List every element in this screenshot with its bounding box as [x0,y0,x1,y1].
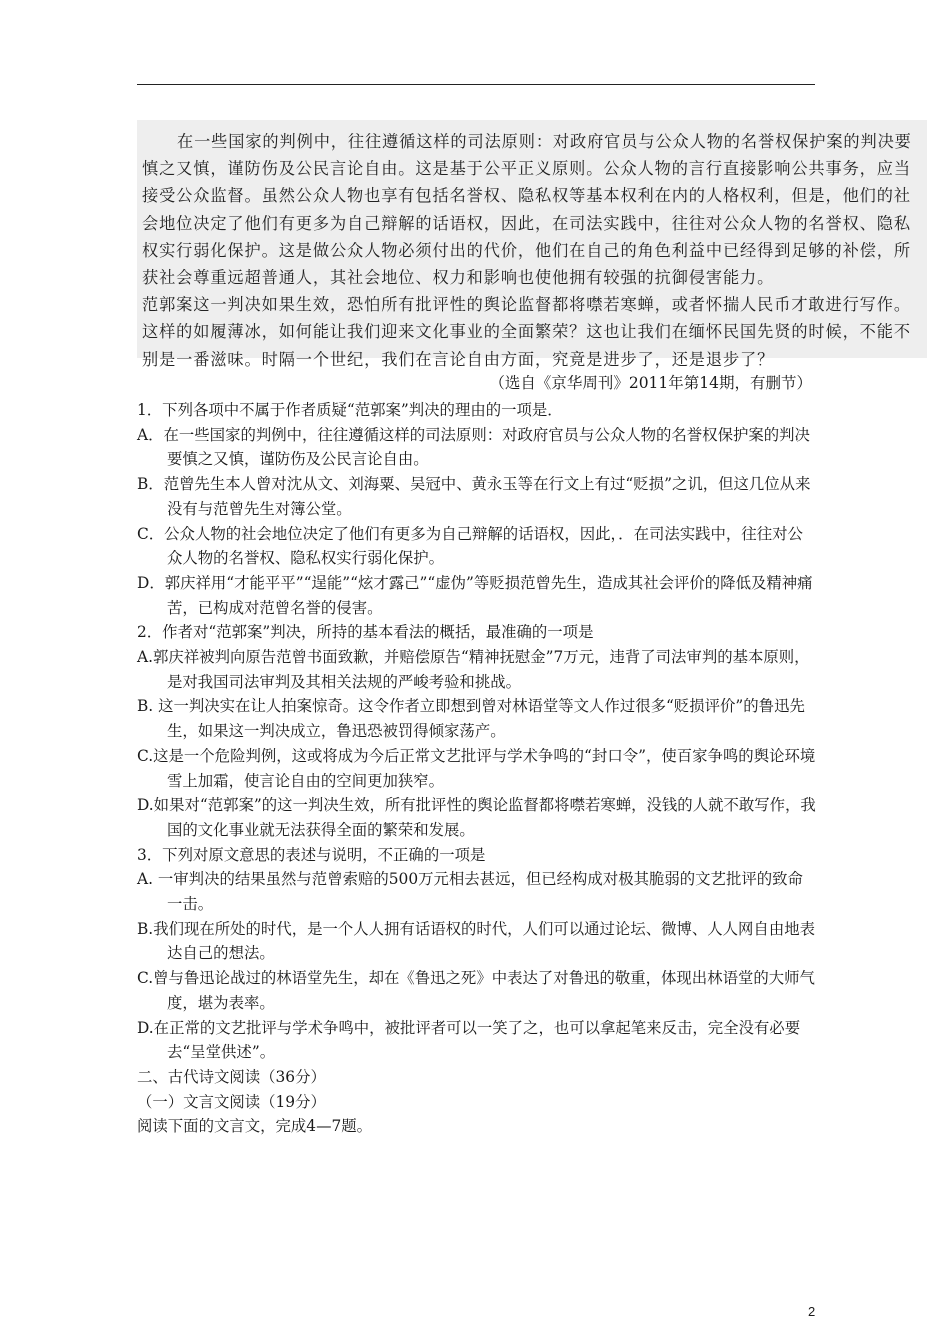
question-3-option-c: C.曾与鲁迅论战过的林语堂先生，却在《鲁迅之死》中表达了对鲁迅的敬重，体现出林语堂的大师气度，堪为表率。 [137,969,815,1012]
section-subheading: （一）文言文阅读（19分） [137,1092,326,1111]
page-number: 2 [808,1304,816,1319]
passage-paragraph-2: 范郭案这一判决如果生效，恐怕所有批评性的舆论监督都将噤若寒蝉，或者怀揣人民币才敢进行写作。这样的如履薄冰，如何能让我们迎来文化事业的全面繁荣？这也让我们在缅怀民国先贤的时候，不能不别是一番滋味。时隔一个世纪，我们在言论自由方面，究竟是进步了，还是退步了？ [142,295,911,369]
section-heading: 二、古代诗文阅读（36分） [137,1067,326,1086]
question-2-option-d: D.如果对“范郭案”的这一判决生效，所有批评性的舆论监督都将噤若寒蝉，没钱的人就不敢写作，我国的文化事业就无法获得全面的繁荣和发展。 [137,796,816,839]
question-3-option-b: B.我们现在所处的时代，是一个人人拥有话语权的时代，人们可以通过论坛、微博、人人网自由地表达自己的想法。 [137,919,815,963]
question-1-stem: 1．下列各项中不属于作者质疑“范郭案”判决的理由的一项是． [137,401,563,419]
passage-paragraph-1: 在一些国家的判例中，往往遵循这样的司法原则：对政府官员与公众人物的名誉权保护案的判决要慎之又慎，谨防伤及公民言论自由。这是基于公平正义原则。公众人物的言行直接影响公共事务，应当接受公众监督。虽然公众人物也享有包括名誉权、隐私权等基本权利在内的人格权利，但是，他们的社会地位决定了他们有更多为自己辩解的话语权，因此，在司法实践中，往往对公众人物的名誉权、隐私权实行弱化保护。这是做公众人物必须付出的代价，他们在自己的角色利益中已经得到足够的补偿，所获社会尊重远超普通人，其社会地位、权力和影响也使他拥有较强的抗御侵害能力。 [142,132,912,288]
question-1-option-d: D．郭庆祥用“才能平平”“逞能”“炫才露己”“虚伪”等贬损范曾先生，造成其社会评价的降低及精神痛苦，已构成对范曾名誉的侵害。 [137,573,813,617]
question-2-option-b: B. 这一判决实在让人拍案惊奇。这令作者立即想到曾对林语堂等文人作过很多“贬损评价”的鲁迅先生，如果这一判决成立，鲁迅恐被罚得倾家荡产。 [137,697,805,741]
reading-passage [137,120,927,369]
question-1-option-c: C．公众人物的社会地位决定了他们有更多为自己辩解的话语权，因此，．在司法实践中，往往对公众人物的名誉权、隐私权实行弱化保护。 [137,524,803,568]
question-2-option-c: C.这是一个危险判例，这或将成为今后正常文艺批评与学术争鸣的“封口令”，使百家争鸣的舆论环境雪上加霜，使言论自由的空间更加狭窄。 [137,746,816,790]
question-3-option-d: D.在正常的文艺批评与学术争鸣中，被批评者可以一笑了之，也可以拿起笔来反击，完全没有必要去“呈堂供述”。 [137,1018,801,1062]
question-1-option-a: A．在一些国家的判例中，往往遵循这样的司法原则：对政府官员与公众人物的名誉权保护案的判决要慎之又慎，谨防伤及公民言论自由。 [137,425,810,469]
question-2-option-a: A.郭庆祥被判向原告范曾书面致歉，并赔偿原告“精神抚慰金”7万元，违背了司法审判的基本原则，是对我国司法审判及其相关法规的严峻考验和挑战。 [137,648,810,691]
question-3-option-a: A. 一审判决的结果虽然与范曾索赔的500万元相去甚远，但已经构成对极其脆弱的文艺批评的致命一击。 [137,870,803,914]
header-rule [137,84,815,85]
question-3-stem: 3．下列对原文意思的表述与说明，不正确的一项是 [137,845,486,864]
question-1-option-b: B．范曾先生本人曾对沈从文、刘海粟、吴冠中、黄永玉等在行文上有过“贬损”之讥，但这几位从来没有与范曾先生对簿公堂。 [137,475,811,518]
section-instruction: 阅读下面的文言文，完成4—7题。 [137,1117,373,1136]
passage-source: （选自《京华周刊》2011年第14期，有删节） [489,374,812,392]
questions-area [137,398,817,1139]
question-2-stem: 2．作者对“范郭案”判决，所持的基本看法的概括，最准确的一项是 [137,623,594,642]
